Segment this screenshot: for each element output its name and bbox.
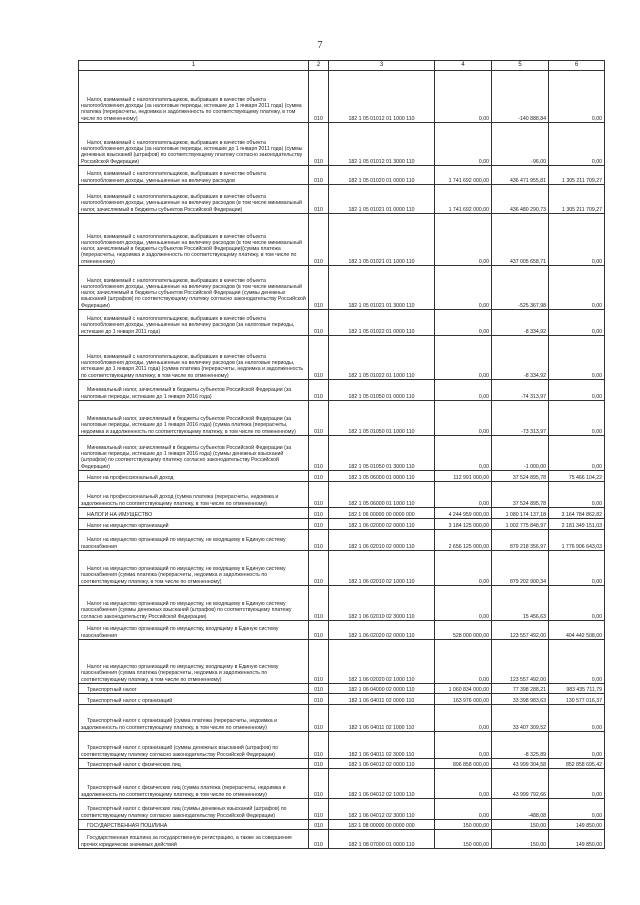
row-approved: 0,00 xyxy=(435,123,492,166)
row-line-code: 010 xyxy=(309,214,329,266)
row-unexecuted: 0,00 xyxy=(549,336,605,380)
row-approved: 1 741 692 000,00 xyxy=(435,185,492,214)
table-row xyxy=(79,166,605,185)
table-row xyxy=(79,586,605,621)
row-unexecuted: 0,00 xyxy=(549,551,605,586)
row-approved: 0,00 xyxy=(435,640,492,684)
row-name-text: Налог, взимаемый с налогоплательщиков, выбравших в качестве объекта налогообложения доходы, уменьшенные на величину расходов (в том числе минимальный налог, зачисляемый в бюджеты субъектов Российской Федерации) xyxy=(81,194,302,213)
row-line-code: 010 xyxy=(309,519,329,530)
row-unexecuted: 0,00 xyxy=(549,214,605,266)
header-col-6: 6 xyxy=(549,61,605,71)
row-name-text: Минимальный налог, зачисляемый в бюджеты субъектов Российской Федерации (за налоговые периоды, истекшие до 1 января 2016 года) (сумма платежа (перерасчеты, недоимка и задолженность по соответствующему платежу, в том числе по отмененному) xyxy=(81,416,296,435)
row-budget-code: 182 1 06 02020 02 1000 110 xyxy=(329,640,435,684)
row-line-code: 010 xyxy=(309,759,329,769)
row-name-text: Налог на профессиональный доход (сумма платежа (перерасчеты, недоимка и задолженность по соответствующему платежу, в том числе по отмененному) xyxy=(81,494,279,507)
row-budget-code: 182 1 05 01021 01 3000 110 xyxy=(329,266,435,310)
row-executed: 43 999 304,58 xyxy=(492,759,549,769)
row-budget-code: 182 1 06 00000 00 0000 000 xyxy=(329,508,435,519)
row-name xyxy=(79,694,309,705)
table-row xyxy=(79,830,605,849)
row-approved: 150 000,00 xyxy=(435,830,492,849)
row-budget-code: 182 1 06 04012 02 3000 110 xyxy=(329,799,435,820)
row-budget-code: 182 1 06 02010 02 3000 110 xyxy=(329,586,435,621)
row-unexecuted: 852 858 695,42 xyxy=(549,759,605,769)
row-budget-code: 182 1 06 02010 02 0000 110 xyxy=(329,530,435,551)
row-unexecuted: 149 850,00 xyxy=(549,820,605,830)
row-line-code: 010 xyxy=(309,482,329,508)
row-executed: 37 524 895,78 xyxy=(492,482,549,508)
row-name xyxy=(79,820,309,830)
row-approved: 896 858 000,00 xyxy=(435,759,492,769)
row-name-text: Налог, взимаемый с налогоплательщиков, выбравших в качестве объекта налогообложения доходы (за налоговые периоды, истекшие до 1 января 2011 года) (сумма платежа (перерасчеты, недоимка и задолженность по соответствующему платежу, в том числе по отмененному) xyxy=(81,96,302,122)
row-unexecuted: 1 305 211 709,27 xyxy=(549,185,605,214)
row-line-code: 010 xyxy=(309,830,329,849)
row-line-code: 010 xyxy=(309,799,329,820)
table-row xyxy=(79,640,605,684)
row-executed: -8 334,92 xyxy=(492,310,549,336)
row-line-code: 010 xyxy=(309,684,329,694)
row-approved: 163 976 000,00 xyxy=(435,694,492,705)
row-budget-code: 182 1 06 04012 02 1000 110 xyxy=(329,769,435,799)
row-executed: 33 398 983,63 xyxy=(492,694,549,705)
row-executed: 879 218 356,97 xyxy=(492,530,549,551)
row-unexecuted: 75 466 104,22 xyxy=(549,471,605,482)
row-line-code: 010 xyxy=(309,551,329,586)
table-row xyxy=(79,123,605,166)
row-unexecuted: 404 442 508,00 xyxy=(549,621,605,640)
row-budget-code: 182 1 05 01022 01 0000 110 xyxy=(329,310,435,336)
row-budget-code: 182 1 05 01050 01 3000 110 xyxy=(329,436,435,471)
row-executed: 123 557 492,00 xyxy=(492,621,549,640)
row-approved: 0,00 xyxy=(435,436,492,471)
table-row xyxy=(79,621,605,640)
row-budget-code: 182 1 08 07000 01 0000 110 xyxy=(329,830,435,849)
row-executed: 37 524 895,78 xyxy=(492,471,549,482)
row-name-text: Налог на имущество организаций по имуществу, входящему в Единую систему газоснабжения xyxy=(81,626,279,639)
row-budget-code: 182 1 05 01050 01 1000 110 xyxy=(329,401,435,436)
row-budget-code: 182 1 05 01021 01 0000 110 xyxy=(329,185,435,214)
row-executed: 1 002 775 848,97 xyxy=(492,519,549,530)
row-approved: 0,00 xyxy=(435,799,492,820)
row-executed: 436 471 955,81 xyxy=(492,166,549,185)
row-name-text: Налог на имущество организаций по имуществу, не входящему в Единую систему газоснабжения xyxy=(81,537,286,550)
row-line-code: 010 xyxy=(309,166,329,185)
row-budget-code: 182 1 06 04011 02 3000 110 xyxy=(329,732,435,759)
header-col-4: 4 xyxy=(435,61,492,71)
table-row xyxy=(79,266,605,310)
row-budget-code: 182 1 06 04011 02 0000 110 xyxy=(329,694,435,705)
row-budget-code: 182 1 05 01012 01 3000 110 xyxy=(329,123,435,166)
row-executed: -140 888,84 xyxy=(492,71,549,123)
row-line-code: 010 xyxy=(309,586,329,621)
row-name-text: Транспортный налог с физических лиц xyxy=(87,761,181,768)
row-executed: -8 325,89 xyxy=(492,732,549,759)
row-name xyxy=(79,551,309,586)
row-unexecuted: 0,00 xyxy=(549,769,605,799)
row-name xyxy=(79,705,309,732)
row-executed: 77 398 288,21 xyxy=(492,684,549,694)
row-line-code: 010 xyxy=(309,732,329,759)
row-unexecuted: 0,00 xyxy=(549,310,605,336)
row-name-text: Минимальный налог, зачисляемый в бюджеты субъектов Российской Федерации (за налоговые периоды, истекшие до 1 января 2016 года) (суммы денежных взысканий (штрафов) по соответствующему платежу согласно законодательству Российской Федерации) xyxy=(81,444,292,470)
row-name-text: Налог, взимаемый с налогоплательщиков, выбравших в качестве объекта налогообложения доходы, уменьшенные на величину расходов (за налоговые периоды, истекшие до 1 января 2011 года) xyxy=(81,316,295,335)
row-unexecuted: 1 305 211 709,27 xyxy=(549,166,605,185)
row-name xyxy=(79,436,309,471)
row-line-code: 010 xyxy=(309,769,329,799)
row-name xyxy=(79,185,309,214)
row-line-code: 010 xyxy=(309,123,329,166)
row-line-code: 010 xyxy=(309,820,329,830)
row-budget-code: 182 1 05 01020 01 0000 110 xyxy=(329,166,435,185)
row-approved: 0,00 xyxy=(435,401,492,436)
row-unexecuted: 983 435 711,79 xyxy=(549,684,605,694)
row-unexecuted: 0,00 xyxy=(549,123,605,166)
row-executed: 1 080 174 137,18 xyxy=(492,508,549,519)
row-approved: 112 991 000,00 xyxy=(435,471,492,482)
row-unexecuted: 0,00 xyxy=(549,586,605,621)
row-name xyxy=(79,519,309,530)
row-name xyxy=(79,508,309,519)
row-approved: 0,00 xyxy=(435,732,492,759)
table-header-row xyxy=(79,61,605,71)
row-executed: -96,00 xyxy=(492,123,549,166)
row-budget-code: 182 1 05 01021 01 1000 110 xyxy=(329,214,435,266)
row-line-code: 010 xyxy=(309,401,329,436)
header-col-1: 1 xyxy=(79,61,309,71)
table-row xyxy=(79,214,605,266)
row-approved: 4 244 959 000,00 xyxy=(435,508,492,519)
row-budget-code: 182 1 06 04000 02 0000 110 xyxy=(329,684,435,694)
row-unexecuted: 0,00 xyxy=(549,732,605,759)
row-line-code: 010 xyxy=(309,530,329,551)
row-approved: 2 656 125 000,00 xyxy=(435,530,492,551)
row-name-text: Налог на имущество организаций по имуществу, не входящему в Единую систему газоснабжения (суммы денежных взысканий (штрафов) по соответствующему платежу согласно законодательству Российской Федерации) xyxy=(81,601,292,620)
row-approved: 0,00 xyxy=(435,71,492,123)
row-unexecuted: 149 850,00 xyxy=(549,830,605,849)
row-budget-code: 182 1 06 02020 02 0000 110 xyxy=(329,621,435,640)
row-name xyxy=(79,471,309,482)
row-executed: 33 407 309,52 xyxy=(492,705,549,732)
row-approved: 0,00 xyxy=(435,310,492,336)
row-budget-code: 182 1 06 02010 02 1000 110 xyxy=(329,551,435,586)
table-row xyxy=(79,482,605,508)
row-name-text: Налог на имущество организаций xyxy=(87,522,169,529)
page-number: 7 xyxy=(317,40,323,51)
table-row xyxy=(79,705,605,732)
row-name-text: Минимальный налог, зачисляемый в бюджеты субъектов Российской Федерации (за налоговые периоды, истекшие до 1 января 2016 года) xyxy=(81,387,292,400)
row-approved: 0,00 xyxy=(435,336,492,380)
row-name xyxy=(79,732,309,759)
table-row xyxy=(79,471,605,482)
row-budget-code: 182 1 05 01012 01 1000 110 xyxy=(329,71,435,123)
row-budget-code: 182 1 05 01050 01 0000 110 xyxy=(329,380,435,401)
row-unexecuted: 0,00 xyxy=(549,71,605,123)
row-unexecuted: 3 164 784 862,82 xyxy=(549,508,605,519)
table-row xyxy=(79,401,605,436)
row-approved: 0,00 xyxy=(435,705,492,732)
row-executed: -8 334,92 xyxy=(492,336,549,380)
row-name-text: НАЛОГИ НА ИМУЩЕСТВО xyxy=(87,511,153,518)
row-name xyxy=(79,401,309,436)
row-line-code: 010 xyxy=(309,266,329,310)
row-unexecuted: 2 181 349 151,03 xyxy=(549,519,605,530)
row-line-code: 010 xyxy=(309,436,329,471)
row-budget-code: 182 1 08 00000 00 0000 000 xyxy=(329,820,435,830)
row-approved: 1 060 834 000,00 xyxy=(435,684,492,694)
row-unexecuted: 130 577 016,37 xyxy=(549,694,605,705)
row-name xyxy=(79,621,309,640)
table-row xyxy=(79,799,605,820)
row-unexecuted: 0,00 xyxy=(549,436,605,471)
row-name-text: Налог, взимаемый с налогоплательщиков, выбравших в качестве объекта налогообложения доходы, уменьшенные на величину расходов (в том числе минимальный налог, зачисляемый в бюджеты субъектов Российской Федерации)(сумма платежа (перерасчеты, недоимка и задолженность по соответствующему платежу, в том числе по отмененному) xyxy=(81,233,302,265)
table-row xyxy=(79,508,605,519)
row-name xyxy=(79,266,309,310)
row-executed: 15 456,63 xyxy=(492,586,549,621)
row-line-code: 010 xyxy=(309,185,329,214)
table-row xyxy=(79,684,605,694)
row-unexecuted: 1 776 906 643,03 xyxy=(549,530,605,551)
row-name xyxy=(79,586,309,621)
row-approved: 0,00 xyxy=(435,586,492,621)
row-line-code: 010 xyxy=(309,310,329,336)
row-name xyxy=(79,71,309,123)
row-line-code: 010 xyxy=(309,640,329,684)
row-name-text: Транспортный налог с организаций xyxy=(87,697,173,704)
row-executed: 437 005 658,71 xyxy=(492,214,549,266)
row-executed: 43 999 792,66 xyxy=(492,769,549,799)
row-name xyxy=(79,214,309,266)
row-name xyxy=(79,380,309,401)
row-executed: -525 367,98 xyxy=(492,266,549,310)
row-unexecuted: 0,00 xyxy=(549,401,605,436)
row-name-text: ГОСУДАРСТВЕННАЯ ПОШЛИНА xyxy=(87,822,168,829)
row-name xyxy=(79,310,309,336)
row-unexecuted: 0,00 xyxy=(549,799,605,820)
row-budget-code: 182 1 06 02000 02 0000 110 xyxy=(329,519,435,530)
row-approved: 150 000,00 xyxy=(435,820,492,830)
row-line-code: 010 xyxy=(309,621,329,640)
row-line-code: 010 xyxy=(309,380,329,401)
table-row xyxy=(79,185,605,214)
row-executed: 150,00 xyxy=(492,820,549,830)
header-col-3: 3 xyxy=(329,61,435,71)
table-row xyxy=(79,519,605,530)
row-name-text: Транспортный налог xyxy=(87,686,137,693)
row-name-text: Налог, взимаемый с налогоплательщиков, выбравших в качестве объекта налогообложения доходы (за налоговые периоды, истекшие до 1 января 2011 года) (суммы денежных взысканий (штрафов) по соответствующему платежу согласно законодательству Российской Федерации) xyxy=(81,139,303,165)
row-name-text: Налог, взимаемый с налогоплательщиков, выбравших в качестве объекта налогообложения доходы, уменьшенные на величину расходов (за налоговые периоды, истекшие до 1 января 2011 года) (сумма платежа (перерасчеты, недоимка и задолженность по соответствующему платежу, в том числе по отмененному) xyxy=(81,353,304,379)
row-approved: 0,00 xyxy=(435,214,492,266)
row-executed: 150,00 xyxy=(492,830,549,849)
row-unexecuted: 0,00 xyxy=(549,266,605,310)
row-name-text: Налог на имущество организаций по имуществу, не входящему в Единую систему газоснабжения (сумма платежа (перерасчеты, недоимка и задолженность по соответствующему платежу, в том числе по отмененному) xyxy=(81,566,286,585)
row-name xyxy=(79,769,309,799)
row-name xyxy=(79,684,309,694)
row-approved: 0,00 xyxy=(435,266,492,310)
row-executed: -1 000,00 xyxy=(492,436,549,471)
row-approved: 0,00 xyxy=(435,769,492,799)
table-row xyxy=(79,380,605,401)
table-row xyxy=(79,336,605,380)
table-row xyxy=(79,530,605,551)
row-line-code: 010 xyxy=(309,705,329,732)
row-line-code: 010 xyxy=(309,336,329,380)
row-unexecuted: 0,00 xyxy=(549,640,605,684)
row-budget-code: 182 1 06 04012 02 0000 110 xyxy=(329,759,435,769)
row-name-text: Транспортный налог с физических лиц (суммы денежных взысканий (штрафов) по соответствующему платежу согласно законодательству Российской Федерации) xyxy=(81,806,287,819)
row-name xyxy=(79,759,309,769)
row-approved: 0,00 xyxy=(435,551,492,586)
row-approved: 1 741 692 000,00 xyxy=(435,166,492,185)
row-executed: 436 480 290,73 xyxy=(492,185,549,214)
table-row xyxy=(79,551,605,586)
row-unexecuted: 0,00 xyxy=(549,705,605,732)
row-executed: 879 202 900,34 xyxy=(492,551,549,586)
row-name-text: Транспортный налог с организаций (сумма платежа (перерасчеты, недоимка и задолженность по соответствующему платежу, в том числе по отмененному) xyxy=(81,718,278,731)
table-row xyxy=(79,436,605,471)
row-name xyxy=(79,830,309,849)
row-budget-code: 182 1 05 06000 01 0000 110 xyxy=(329,471,435,482)
row-name-text: Государственная пошлина за государственную регистрацию, а также за совершение прочих юридически значимых действий xyxy=(81,835,292,848)
table-row xyxy=(79,694,605,705)
row-name-text: Налог, взимаемый с налогоплательщиков, выбравших в качестве объекта налогообложения доходы, уменьшенные на величину расходов xyxy=(81,171,266,184)
row-name xyxy=(79,166,309,185)
row-name xyxy=(79,482,309,508)
row-approved: 0,00 xyxy=(435,482,492,508)
row-executed: -488,08 xyxy=(492,799,549,820)
row-executed: -73 313,97 xyxy=(492,401,549,436)
row-line-code: 010 xyxy=(309,71,329,123)
row-approved: 528 000 000,00 xyxy=(435,621,492,640)
header-col-5: 5 xyxy=(492,61,549,71)
budget-execution-table xyxy=(78,60,605,849)
table-row xyxy=(79,820,605,830)
table-row xyxy=(79,769,605,799)
table-row xyxy=(79,759,605,769)
header-col-2: 2 xyxy=(309,61,329,71)
row-name xyxy=(79,530,309,551)
row-budget-code: 182 1 05 06000 01 1000 110 xyxy=(329,482,435,508)
row-budget-code: 182 1 06 04011 02 1000 110 xyxy=(329,705,435,732)
row-name xyxy=(79,336,309,380)
row-budget-code: 182 1 05 01022 01 1000 110 xyxy=(329,336,435,380)
row-approved: 0,00 xyxy=(435,380,492,401)
row-unexecuted: 0,00 xyxy=(549,380,605,401)
row-name-text: Налог на имущество организаций по имуществу, входящему в Единую систему газоснабжения (сумма платежа (перерасчеты, недоимка и задолженность по соответствующему платежу, в том числе по отмененному) xyxy=(81,664,279,683)
table-row xyxy=(79,732,605,759)
table-row xyxy=(79,310,605,336)
row-name-text: Налог, взимаемый с налогоплательщиков, выбравших в качестве объекта налогообложения доходы, уменьшенные на величину расходов (в том числе минимальный налог, зачисляемый в бюджеты субъектов Российской Федерации (суммы денежных взысканий (штрафов) по соответствующему платежу согласно законодательству Российской Федерации) xyxy=(81,277,306,309)
row-name-text: Налог на профессиональный доход xyxy=(87,474,174,481)
row-line-code: 010 xyxy=(309,694,329,705)
row-approved: 3 184 125 000,00 xyxy=(435,519,492,530)
row-line-code: 010 xyxy=(309,508,329,519)
row-unexecuted: 0,00 xyxy=(549,482,605,508)
row-executed: 123 557 492,00 xyxy=(492,640,549,684)
row-name xyxy=(79,640,309,684)
row-line-code: 010 xyxy=(309,471,329,482)
row-name xyxy=(79,799,309,820)
row-name xyxy=(79,123,309,166)
table-row xyxy=(79,71,605,123)
row-name-text: Транспортный налог с физических лиц (сумма платежа (перерасчеты, недоимка и задолженность по соответствующему платежу, в том числе по отмененному) xyxy=(81,785,286,798)
row-name-text: Транспортный налог с организаций (суммы денежных взысканий (штрафов) по соответствующему платежу согласно законодательству Российской Федерации) xyxy=(81,745,279,758)
row-executed: -74 313,97 xyxy=(492,380,549,401)
